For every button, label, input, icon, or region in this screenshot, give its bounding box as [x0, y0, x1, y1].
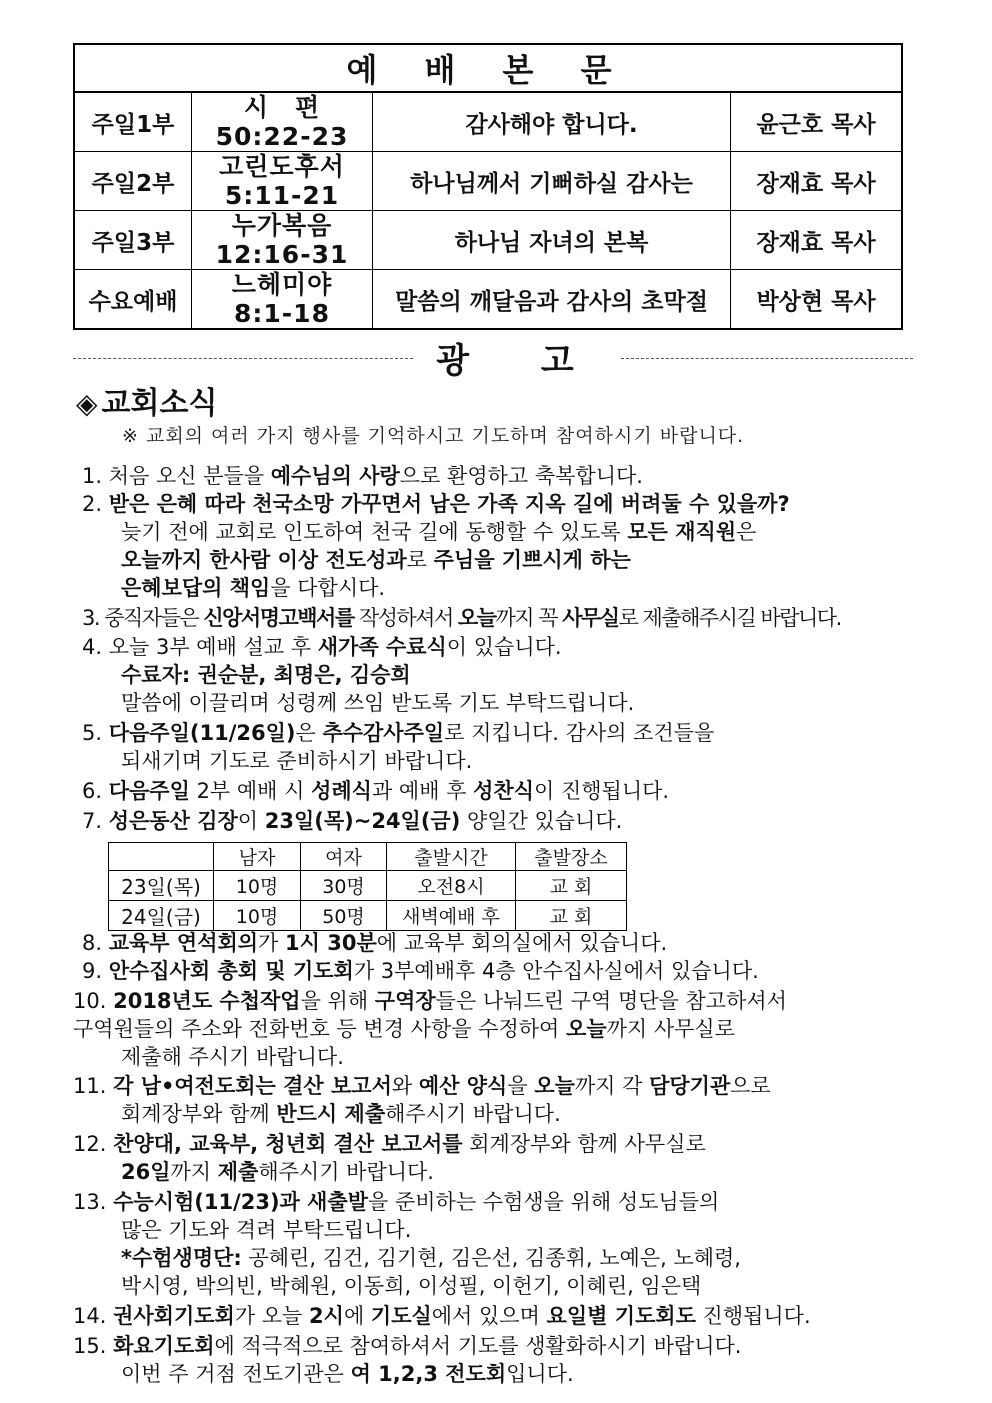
scripture-verse: 50:22-23 [215, 122, 349, 151]
table-row [109, 871, 627, 901]
text: 구역원들의 주소와 전화번호 등 변경 사항을 수정하여 [73, 1017, 567, 1041]
news-item-4-line [121, 662, 411, 688]
text-bold: 다음주일(11/26일) [108, 721, 296, 745]
text: 로 지킵니다. 감사의 조건들을 [444, 721, 715, 745]
news-item-2-line [121, 547, 631, 573]
text-bold: 모든 재직원 [627, 520, 737, 544]
news-item-11 [73, 1073, 771, 1099]
item-number: 15. [73, 1334, 107, 1358]
text: 으로 [730, 1074, 771, 1098]
text: 을 [507, 1074, 535, 1098]
sermon-title: 말씀의 깨달음과 감사의 초막절 [373, 270, 731, 330]
text-bold: 다음주일 [108, 779, 190, 803]
service-name: 주일3부 [74, 211, 192, 270]
table-row [74, 152, 902, 211]
news-item-2-line [121, 575, 385, 601]
text-bold: 제출 [217, 1160, 259, 1184]
ad-header [73, 333, 913, 381]
news-item-4 [82, 634, 562, 660]
text: 까지 꼭 [495, 606, 563, 630]
text: 박시영, 박의빈, 박혜원, 이동희, 이성필, 이헌기, 이혜린, 임은택 [121, 1274, 702, 1298]
table-header: 남자 [214, 843, 301, 871]
table-cell: 30명 [301, 871, 387, 901]
scripture-book: 시 편 [243, 93, 321, 122]
text: 양일간 있습니다. [460, 809, 623, 833]
scripture-book: 누가복음 [231, 211, 333, 240]
item-number: 4. [82, 635, 103, 659]
table-row [74, 92, 902, 152]
text: 오늘 3부 예배 설교 후 [108, 635, 318, 659]
text: 해주시기 바랍니다. [385, 1102, 561, 1126]
table-header [109, 843, 214, 871]
news-item-6 [82, 778, 669, 804]
text-bold: 수능시험(11/23)과 새출발 [113, 1190, 369, 1214]
table-row [74, 211, 902, 270]
text: 진행됩니다. [695, 1304, 811, 1328]
table-cell: 10명 [214, 871, 301, 901]
news-item-2 [82, 491, 790, 517]
news-item-15-line [121, 1361, 574, 1387]
table-row [109, 901, 627, 931]
news-item-13-line [121, 1217, 411, 1243]
news-item-8 [82, 930, 667, 956]
text: 을 다합시다. [270, 576, 386, 600]
text: 제출해 주시기 바랍니다. [121, 1045, 344, 1069]
text-bold: 기도실 [370, 1304, 432, 1328]
preacher: 박상현 목사 [731, 270, 903, 330]
text: 공혜린, 김건, 김기현, 김은선, 김종휘, 노예은, 노혜령, [241, 1246, 741, 1270]
text: 은 [736, 520, 757, 544]
table-header: 출발장소 [516, 843, 627, 871]
news-item-7 [82, 808, 622, 834]
text: 과 예배 후 [371, 779, 474, 803]
item-number: 13. [73, 1190, 107, 1214]
text-bold: 안수집사회 총회 및 기도회 [108, 959, 354, 983]
text-bold: 신앙서명고백서를 [203, 606, 354, 630]
text-bold: 각 남•여전도회는 결산 보고서 [113, 1074, 392, 1098]
text-bold: 2018년도 수첩작업 [113, 989, 301, 1013]
text-bold: 추수감사주일 [322, 721, 445, 745]
text-bold: 담당기관 [649, 1074, 731, 1098]
text-bold: 2시 [309, 1304, 344, 1328]
table-cell: 교 회 [516, 871, 627, 901]
text: 많은 기도와 격려 부탁드립니다. [121, 1218, 412, 1242]
scripture [192, 152, 373, 211]
text-bold: 성례식 [311, 779, 372, 803]
text: 이 있습니다. [446, 635, 562, 659]
text-bold: 오늘 [457, 606, 496, 630]
text: 입니다. [506, 1362, 574, 1386]
scripture-verse: 12:16-31 [215, 240, 349, 269]
text-bold: 오늘 [566, 1017, 607, 1041]
preacher: 윤근호 목사 [731, 92, 903, 152]
text: 까지 사무실로 [606, 1017, 736, 1041]
text: 로 [406, 548, 434, 572]
preacher: 장재효 목사 [731, 211, 903, 270]
text-bold: 교육부 연석회의 [108, 931, 259, 955]
text-bold: *수험생명단: [121, 1246, 242, 1270]
text-bold: 1시 30분 [285, 931, 377, 955]
divider [73, 358, 413, 359]
news-item-9 [82, 958, 759, 984]
divider [621, 358, 913, 359]
news-item-13-line [121, 1245, 741, 1271]
ad-title: 광 고 [436, 341, 604, 381]
scripture [192, 211, 373, 270]
table-cell: 새벽예배 후 [387, 901, 516, 931]
text: 으로 환영하고 축복합니다. [399, 464, 643, 488]
item-number: 6. [82, 779, 103, 803]
text: 와 [391, 1074, 419, 1098]
text: 로 제출해주시길 바랍니다. [618, 606, 841, 630]
text: 되새기며 기도로 준비하시기 바랍니다. [121, 749, 473, 773]
text-bold: 23일(목)~24일(금) [264, 809, 461, 833]
scripture-book: 느헤미야 [231, 270, 333, 299]
text-bold: 예산 양식 [418, 1074, 508, 1098]
news-item-5 [82, 720, 714, 746]
text-bold: 받은 은혜 따라 천국소망 가꾸면서 남은 가족 지옥 길에 버려둘 수 있을까? [108, 492, 790, 516]
news-item-14 [73, 1303, 811, 1329]
text-bold: 요일별 기도회도 [546, 1304, 696, 1328]
text: 에 [343, 1304, 371, 1328]
text-bold: 반드시 제출 [276, 1102, 386, 1126]
kimjang-table [108, 842, 627, 931]
scripture [192, 270, 373, 330]
section-note: ※ 교회의 여러 가지 행사를 기억하시고 기도하며 참여하시기 바랍니다. [122, 425, 745, 447]
text-bold: 성찬식 [473, 779, 534, 803]
text: 을 위해 [300, 989, 375, 1013]
sermon-title: 감사해야 합니다. [373, 92, 731, 152]
text-bold: 성은동산 김장 [108, 809, 238, 833]
news-item-12-line [121, 1159, 434, 1185]
preacher: 장재효 목사 [731, 152, 903, 211]
item-number: 1. [82, 464, 103, 488]
news-item-12 [73, 1131, 706, 1157]
news-item-11-line [121, 1101, 561, 1127]
text: 을 준비하는 수험생을 위해 성도님들의 [368, 1190, 720, 1214]
news-item-10 [73, 988, 787, 1014]
table-header: 여자 [301, 843, 387, 871]
table-cell: 10명 [214, 901, 301, 931]
text-bold: 오늘까지 한사람 이상 전도성과 [121, 548, 407, 572]
text: 까지 각 [574, 1074, 650, 1098]
text: 회계장부와 함께 사무실로 [462, 1132, 706, 1156]
text-bold: 구역장 [374, 989, 436, 1013]
item-number: 2. [82, 492, 103, 516]
scripture-book: 고린도후서 [219, 152, 345, 181]
scripture-verse: 8:1-18 [234, 299, 330, 328]
text: 작성하셔서 [353, 606, 458, 630]
table-cell: 교 회 [516, 901, 627, 931]
text-bold: 화요기도회 [113, 1334, 215, 1358]
text: 가 [258, 931, 286, 955]
table-row [74, 270, 902, 330]
text: 회계장부와 함께 [121, 1102, 277, 1126]
text-bold: 예수님의 사랑 [270, 464, 400, 488]
item-number: 5. [82, 721, 103, 745]
news-item-13-line [121, 1273, 701, 1299]
news-item-1 [82, 463, 643, 489]
item-number: 8. [82, 931, 103, 955]
item-number: 12. [73, 1132, 107, 1156]
news-item-10-line [73, 1016, 735, 1042]
text: 가 오늘 [234, 1304, 310, 1328]
item-number: 11. [73, 1074, 107, 1098]
text: 이 진행됩니다. [534, 779, 670, 803]
text: 늦기 전에 교회로 인도하여 천국 길에 동행할 수 있도록 [121, 520, 628, 544]
sermon-title: 하나님 자녀의 본복 [373, 211, 731, 270]
item-number: 3. [82, 606, 100, 630]
table-header-row [109, 843, 627, 871]
table-cell: 24일(금) [109, 901, 214, 931]
news-item-5-line [121, 748, 472, 774]
text-bold: 새가족 수료식 [317, 635, 447, 659]
text: 말씀에 이끌리며 성령께 쓰임 받도록 기도 부탁드립니다. [121, 691, 635, 715]
item-number: 10. [73, 989, 107, 1013]
item-number: 9. [82, 959, 103, 983]
text-bold: 오늘 [534, 1074, 575, 1098]
text-bold: 주님을 기쁘시게 하는 [433, 548, 631, 572]
worship-table [73, 43, 903, 330]
table-cell: 50명 [301, 901, 387, 931]
text: 이 [237, 809, 265, 833]
text: 2부 예배 시 [189, 779, 312, 803]
sermon-title: 하나님께서 기뻐하실 감사는 [373, 152, 731, 211]
news-item-3 [82, 605, 841, 631]
news-item-4-line [121, 690, 634, 716]
text-bold: 은혜보답의 책임 [121, 576, 271, 600]
table-cell: 오전8시 [387, 871, 516, 901]
item-number: 7. [82, 809, 103, 833]
text: 중직자들은 [104, 606, 204, 630]
text: 가 3부예배후 4층 안수집사실에서 있습니다. [353, 959, 759, 983]
news-item-2-line [121, 519, 756, 545]
text-bold: 사무실 [562, 606, 619, 630]
service-name: 주일2부 [74, 152, 192, 211]
table-cell: 23일(목) [109, 871, 214, 901]
text: 처음 오신 분들을 [108, 464, 271, 488]
text-bold: 수료자: 권순분, 최명은, 김승희 [121, 663, 411, 687]
news-item-13 [73, 1189, 719, 1215]
text: 들은 나눠드린 구역 명단을 참고하셔서 [435, 989, 787, 1013]
news-item-15 [73, 1333, 741, 1359]
text-bold: 여 1,2,3 전도회 [350, 1362, 507, 1386]
table-header: 출발시간 [387, 843, 516, 871]
service-name: 주일1부 [74, 92, 192, 152]
text: 까지 [170, 1160, 218, 1184]
section-title [76, 378, 217, 422]
scripture [192, 92, 373, 152]
text-bold: 26일 [121, 1160, 171, 1184]
text: 에 적극적으로 참여하셔서 기도를 생활화하시기 바랍니다. [214, 1334, 742, 1358]
text: 은 [295, 721, 323, 745]
text: 에 교육부 회의실에서 있습니다. [376, 931, 668, 955]
section-title-text: 교회소식 [101, 386, 218, 421]
text: 이번 주 거점 전도기관은 [121, 1362, 351, 1386]
text-bold: 찬양대, 교육부, 청년회 결산 보고서를 [113, 1132, 463, 1156]
text: 에서 있으며 [431, 1304, 547, 1328]
diamond-icon: ◈ [76, 387, 98, 420]
service-name: 수요예배 [74, 270, 192, 330]
worship-table-title: 예 배 본 문 [74, 44, 902, 92]
scripture-verse: 5:11-21 [224, 181, 340, 210]
item-number: 14. [73, 1304, 107, 1328]
text-bold: 권사회기도회 [113, 1304, 235, 1328]
text: 해주시기 바랍니다. [258, 1160, 434, 1184]
news-item-10-line [121, 1044, 344, 1070]
